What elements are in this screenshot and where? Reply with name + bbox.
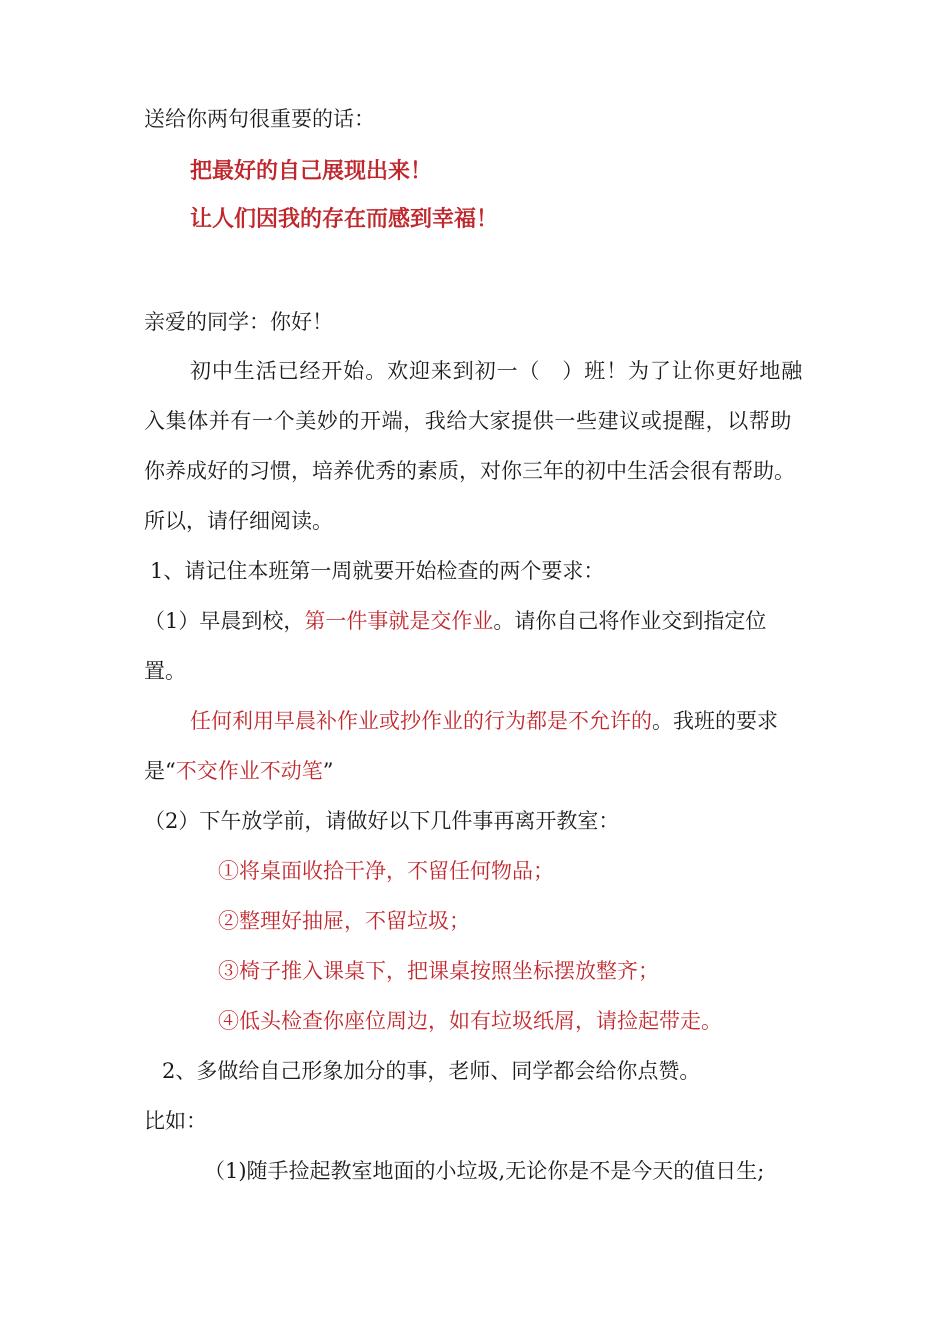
section-1-item-2: （2）下午放学前，请做好以下几件事再离开教室： — [144, 809, 620, 833]
rule-suffix: 。我班的要求 — [652, 709, 778, 733]
motto-2: 让人们因我的存在而感到幸福！ — [190, 206, 499, 232]
paragraph-line-3: 你养成好的习惯，培养优秀的素质，对你三年的初中生活会很有帮助。 — [144, 459, 795, 483]
paragraph-line-1: 初中生活已经开始。欢迎来到初一（ ）班！为了让你更好地融 — [190, 359, 804, 383]
greeting: 亲爱的同学：你好！ — [144, 310, 333, 334]
section-2-example: 比如： — [144, 1109, 207, 1133]
item-1-highlight: 第一件事就是交作业 — [304, 609, 494, 633]
item-1-prefix: （1）早晨到校， — [144, 609, 305, 633]
section-1-item-1 — [144, 606, 766, 636]
subitem-4: ④低头检查你座位周边，如有垃圾纸屑，请捡起带走。 — [218, 1009, 722, 1033]
section-2-item-1: （1)随手捡起教室地面的小垃圾,无论你是不是今天的值日生; — [204, 1159, 765, 1183]
motto-1: 把最好的自己展现出来！ — [190, 158, 433, 184]
intro-text: 送给你两句很重要的话： — [144, 107, 375, 131]
paragraph-line-4: 所以，请仔细阅读。 — [144, 509, 333, 533]
section-1-item-1-cont: 置。 — [144, 659, 186, 683]
subitem-3: ③椅子推入课桌下，把课桌按照坐标摆放整齐； — [218, 959, 659, 983]
section-1-title: 1、请记住本班第一周就要开始检查的两个要求： — [150, 559, 605, 583]
subitem-2: ②整理好抽屉，不留垃圾； — [218, 909, 470, 933]
subitem-1: ①将桌面收拾干净，不留任何物品； — [218, 859, 554, 883]
paragraph-line-2: 入集体并有一个美妙的开端，我给大家提供一些建议或提醒，以帮助 — [144, 409, 792, 433]
rule-highlight: 任何利用早晨补作业或抄作业的行为都是不允许的 — [190, 709, 652, 733]
rule-line — [190, 706, 778, 736]
rule2-suffix: ” — [322, 759, 334, 783]
item-1-suffix: 。请你自己将作业交到指定位 — [493, 609, 767, 633]
rule2-highlight: 不交作业不动笔 — [175, 759, 323, 783]
rule2-prefix: 是“ — [144, 759, 176, 783]
rule-line-2 — [144, 756, 334, 786]
section-2-title: 2、多做给自己形象加分的事，老师、同学都会给你点赞。 — [162, 1059, 701, 1083]
